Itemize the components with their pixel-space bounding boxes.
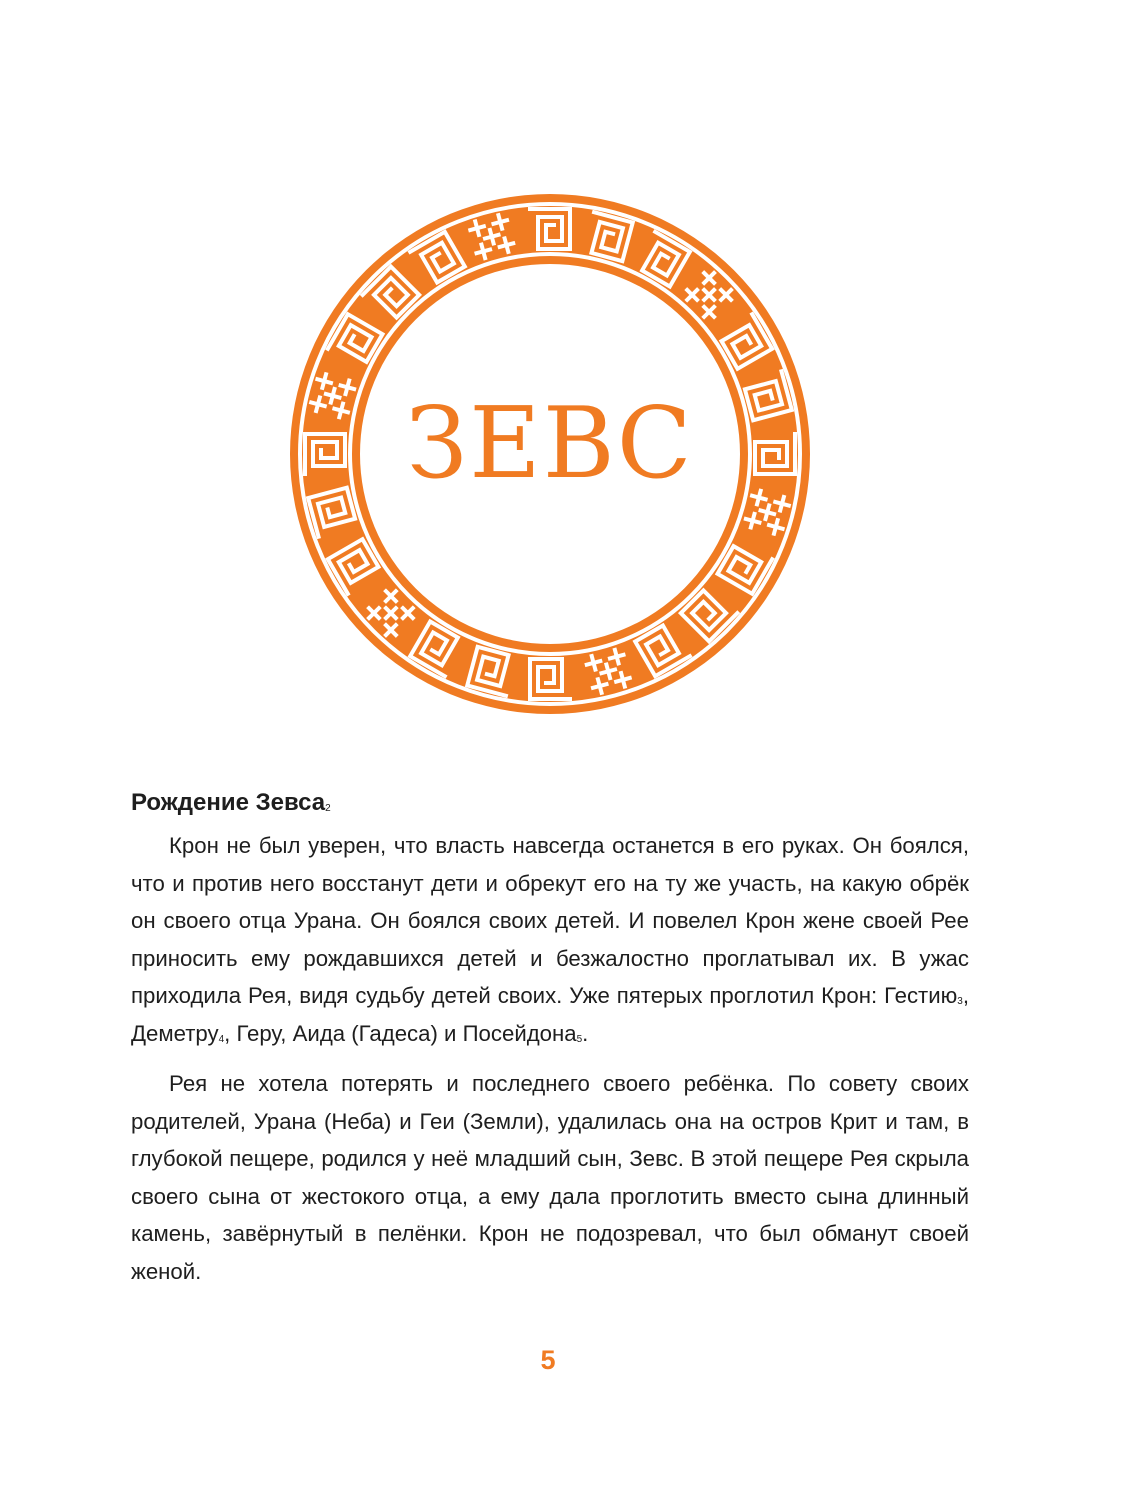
zeus-emblem bbox=[290, 194, 810, 714]
page-number: 5 bbox=[540, 1345, 556, 1375]
footnote-ref-4: 4 bbox=[218, 1033, 225, 1045]
paragraph-1-text-d: . bbox=[582, 1020, 589, 1046]
paragraph-2: Рея не хотела потерять и последнего своего ребёнка. По совету своих родителей, Урана (Неба) и Геи (Земли), удалилась она на остров Крит и там, в глубокой пещере, родился у неё младший сын, Зевс. В этой пещере Рея скрыла своего сына от жестокого отца, а ему дала проглотить вместо сына длинный камень, завёрнутый в пелёнки. Крон не подозревал, что был обманут своей женой. bbox=[131, 1071, 969, 1284]
footnote-ref-3: 3 bbox=[957, 996, 963, 1007]
footnote-ref-5: 5 bbox=[576, 1033, 583, 1045]
footnote-ref-2: 2 bbox=[325, 803, 331, 814]
section-heading bbox=[131, 785, 969, 821]
section-heading-text: Рождение Зевса bbox=[131, 789, 326, 816]
paragraph-1-text-c: , Геру, Аида (Гадеса) и Посейдона bbox=[224, 1020, 577, 1046]
paragraph-1-text-a: Крон не был уверен, что власть навсегда останется в его руках. Он боялся, что и против него восстанут дети и обрекут его на ту же участь, на какую обрёк он своего отца Урана. Он боялся своих детей. И повелел Крон жене своей Рее приносить ему рождавшихся детей и безжалостно проглатывал их. В ужас приходила Рея, видя судьбу детей своих. Уже пятерых проглотил Крон: Гестию bbox=[131, 833, 969, 1008]
article bbox=[131, 785, 969, 1290]
emblem-title: ЗЕВС bbox=[406, 387, 694, 501]
paragraph-1 bbox=[131, 827, 969, 1052]
paragraph-1-text-b: , Деметру bbox=[131, 983, 969, 1046]
